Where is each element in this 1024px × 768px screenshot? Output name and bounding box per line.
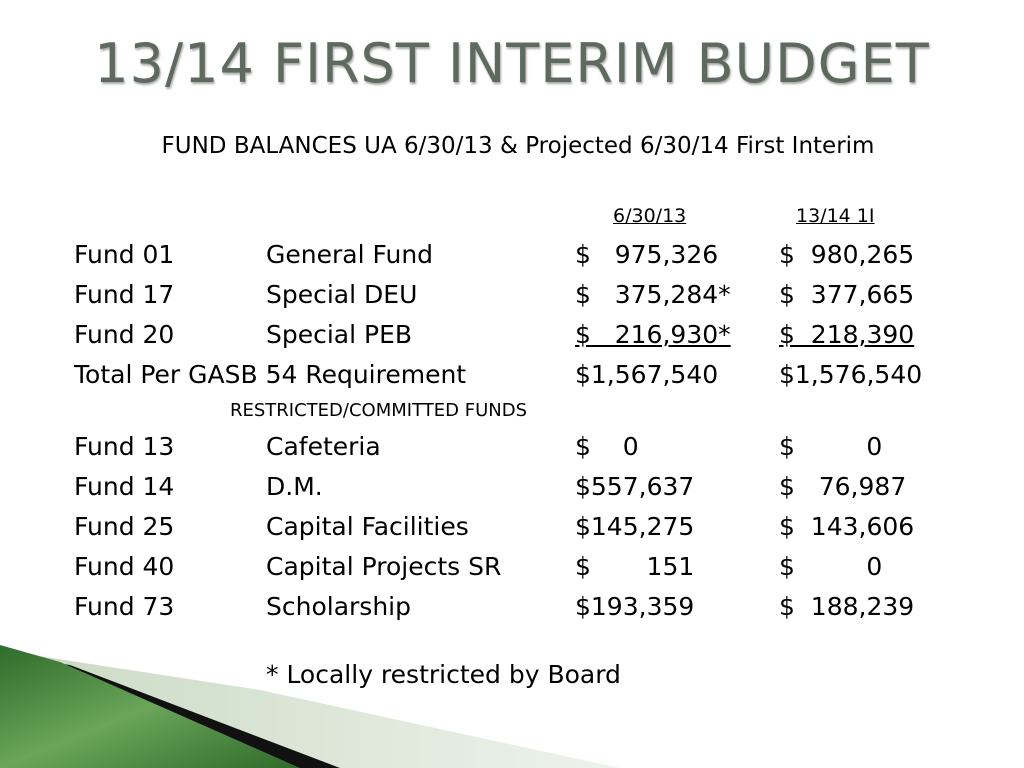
- value-6-30-13: $557,637: [575, 472, 695, 501]
- total-label: Total Per GASB 54 Requirement: [74, 360, 467, 389]
- fund-name: Cafeteria: [266, 432, 381, 461]
- value-6-30-13: $ 216,930*: [575, 320, 731, 349]
- value-13-14: $ 218,390: [779, 320, 915, 349]
- footnote: * Locally restricted by Board: [266, 660, 621, 689]
- fund-code: Fund 01: [74, 240, 175, 269]
- fund-name: General Fund: [266, 240, 434, 269]
- value-6-30-13: $ 0: [575, 432, 639, 461]
- subtitle: FUND BALANCES UA 6/30/13 & Projected 6/30/14 First Interim: [161, 133, 875, 159]
- value-6-30-13: $ 975,326: [575, 240, 719, 269]
- page-title: 13/14 FIRST INTERIM BUDGET: [94, 32, 930, 95]
- column-header-6-30-13: 6/30/13: [613, 205, 687, 227]
- value-6-30-13: $193,359: [575, 592, 695, 621]
- value-13-14: $ 188,239: [779, 592, 915, 621]
- fund-name: Special PEB: [266, 320, 413, 349]
- fund-name: Special DEU: [266, 280, 418, 309]
- fund-name: Capital Facilities: [266, 512, 469, 541]
- total-13-14: $1,576,540: [779, 360, 923, 389]
- value-6-30-13: $145,275: [575, 512, 695, 541]
- fund-code: Fund 14: [74, 472, 175, 501]
- value-13-14: $ 980,265: [779, 240, 915, 269]
- fund-code: Fund 25: [74, 512, 175, 541]
- fund-code: Fund 13: [74, 432, 175, 461]
- fund-code: Fund 40: [74, 552, 175, 581]
- column-header-13-14-1i: 13/14 1I: [796, 205, 875, 227]
- restricted-header: RESTRICTED/COMMITTED FUNDS: [230, 400, 527, 421]
- fund-name: Capital Projects SR: [266, 552, 502, 581]
- value-6-30-13: $ 151: [575, 552, 695, 581]
- fund-code: Fund 17: [74, 280, 175, 309]
- value-13-14: $ 0: [779, 432, 883, 461]
- value-13-14: $ 0: [779, 552, 883, 581]
- value-6-30-13: $ 375,284*: [575, 280, 731, 309]
- value-13-14: $ 143,606: [779, 512, 915, 541]
- fund-code: Fund 73: [74, 592, 175, 621]
- value-13-14: $ 377,665: [779, 280, 915, 309]
- fund-code: Fund 20: [74, 320, 175, 349]
- fund-name: Scholarship: [266, 592, 411, 621]
- total-6-30-13: $1,567,540: [575, 360, 719, 389]
- value-13-14: $ 76,987: [779, 472, 907, 501]
- fund-name: D.M.: [266, 472, 323, 501]
